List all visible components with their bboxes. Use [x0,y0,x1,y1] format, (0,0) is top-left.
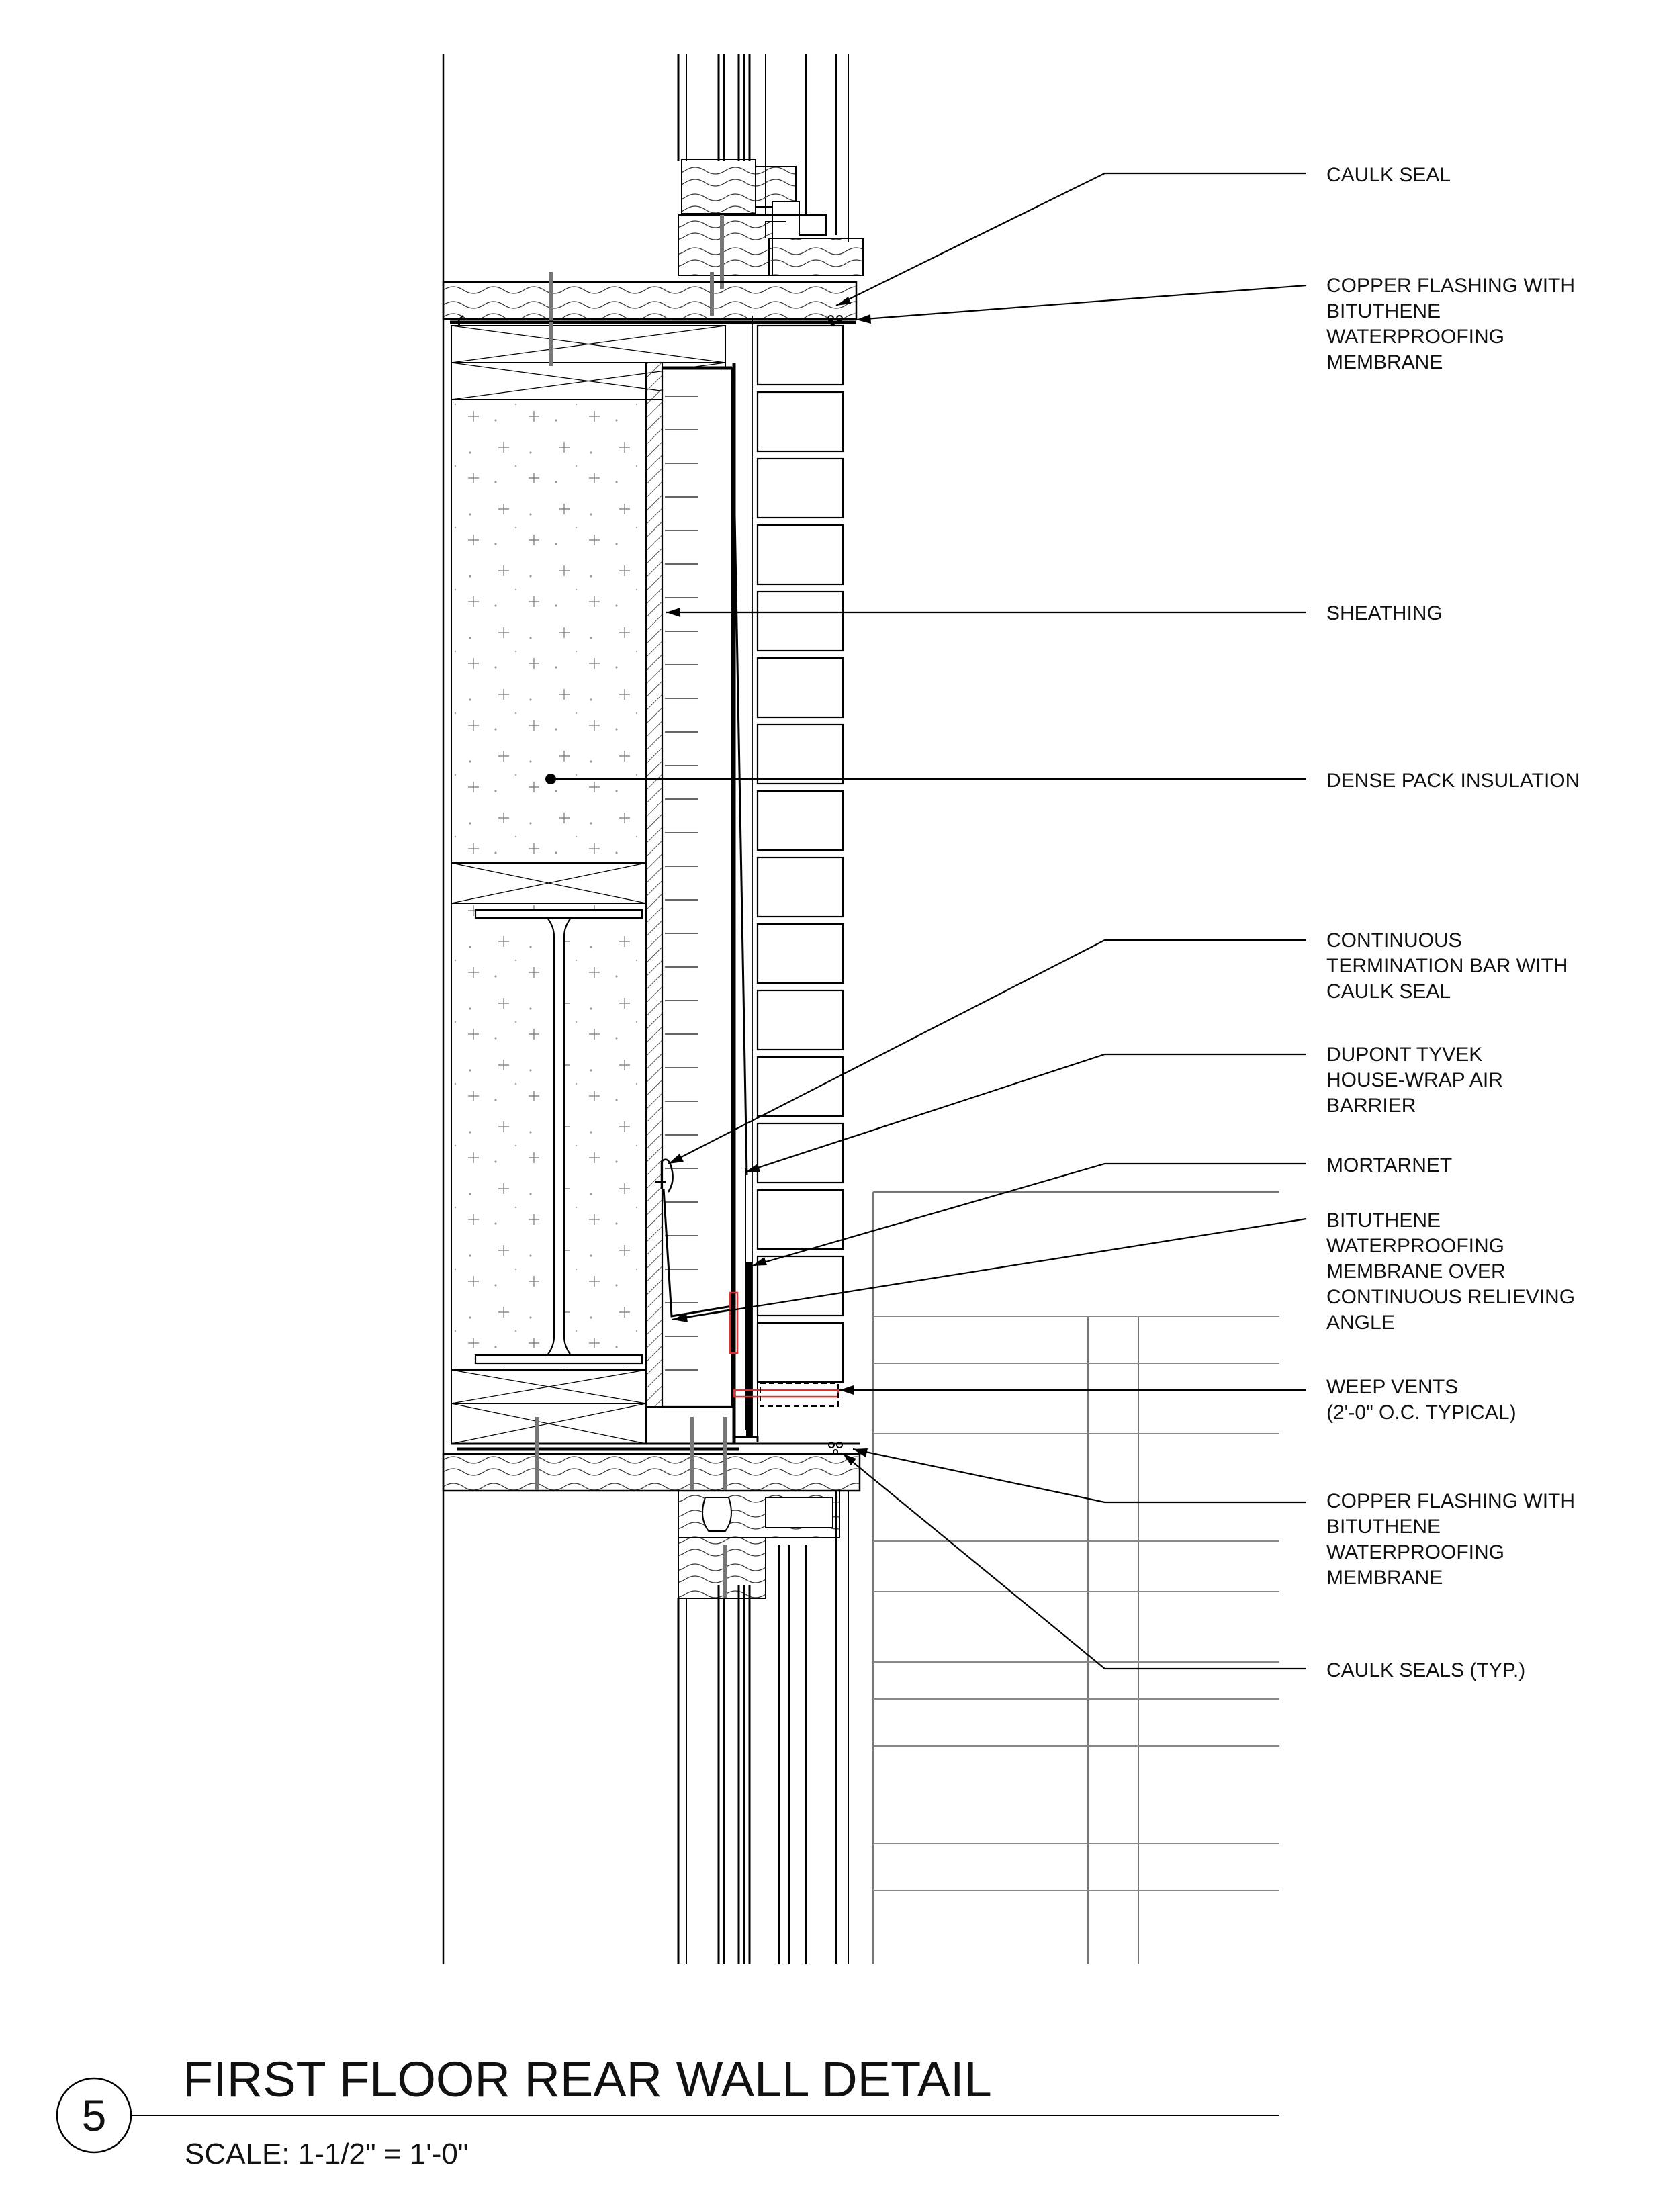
label-weep-vents: WEEP VENTS (2'-0" O.C. TYPICAL) [1326,1376,1516,1424]
exterior-siding [873,1192,1279,1964]
brick [758,924,843,983]
section-geometry [443,54,1279,1964]
label-caulk-seal: CAULK SEAL [1326,164,1451,186]
brick [758,1323,843,1382]
label-tyvek: DUPONT TYVEK HOUSE-WRAP AIR BARRIER [1326,1044,1503,1117]
callout-labels [1326,164,1580,1681]
brick [758,1256,843,1316]
brick [758,990,843,1050]
dense-pack-insulation-cavity [451,400,646,1444]
drawing-scale: SCALE: 1-1/2" = 1'-0" [185,2137,469,2170]
label-termination-bar: CONTINUOUS TERMINATION BAR WITH CAULK SEAL [1326,929,1568,1003]
label-bituthene-angle: BITUTHENE WATERPROOFING MEMBRANE OVER CONTINUOUS RELIEVING ANGLE [1326,1209,1576,1334]
upper-window-frame [678,54,863,289]
brick [758,592,843,651]
brick [758,392,843,451]
label-copper-flashing-top: COPPER FLASHING WITH BITUTHENE WATERPROOFING MEMBRANE [1326,275,1576,373]
sheathing-layer [646,363,662,1407]
label-mortarnet: MORTARNET [1326,1154,1453,1177]
label-dense-pack-insulation: DENSE PACK INSULATION [1326,770,1580,792]
title-block [57,2052,1279,2170]
detail-number: 5 [81,2090,107,2140]
label-sheathing: SHEATHING [1326,602,1443,625]
lower-window-frame [443,1491,848,1964]
brick [758,658,843,717]
brick-veneer [758,326,843,1382]
brick [758,1190,843,1249]
label-caulk-seals-typ: CAULK SEALS (TYP.) [1326,1659,1526,1681]
brick [758,725,843,784]
drawing-title: FIRST FLOOR REAR WALL DETAIL [183,2052,992,2107]
brick [758,1123,843,1183]
brick [758,1057,843,1116]
label-copper-flashing-bottom: COPPER FLASHING WITH BITUTHENE WATERPROOFING MEMBRANE [1326,1490,1576,1589]
brick [758,858,843,917]
brick [758,525,843,584]
brick [758,791,843,850]
brick [758,459,843,518]
brick [758,326,843,385]
